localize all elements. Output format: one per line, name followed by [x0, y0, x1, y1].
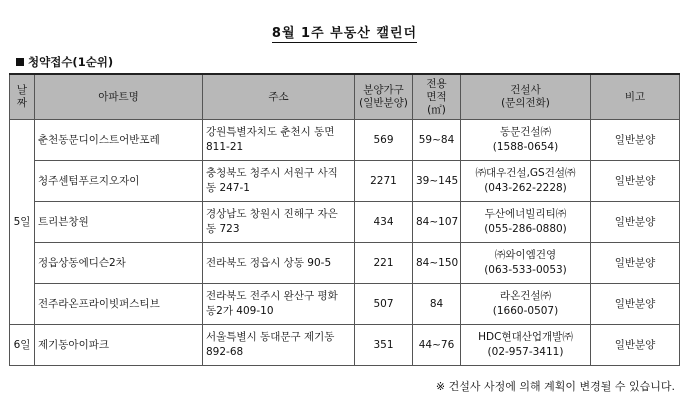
table-row	[10, 325, 680, 366]
builder: ㈜와이엠건영 (063-533-0053)	[461, 243, 591, 284]
note: 일반분양	[591, 325, 680, 366]
area: 84	[413, 284, 461, 325]
note: 일반분양	[591, 161, 680, 202]
address: 충청북도 청주시 서원구 사직 동 247-1	[203, 161, 355, 202]
area: 39~145	[413, 161, 461, 202]
header-area: 전용 면적 (㎡)	[413, 74, 461, 120]
address: 경상남도 창원시 진해구 자은 동 723	[203, 202, 355, 243]
address: 전라북도 정읍시 상동 90-5	[203, 243, 355, 284]
header-note: 비고	[591, 74, 680, 120]
calendar-table	[9, 73, 680, 366]
builder: 라온건설㈜ (1660-0507)	[461, 284, 591, 325]
address: 강원특별자치도 춘천시 동면 811-21	[203, 120, 355, 161]
table-row	[10, 202, 680, 243]
units: 2271	[355, 161, 413, 202]
section-heading	[16, 54, 113, 70]
date-cell: 5일	[10, 120, 35, 325]
units: 569	[355, 120, 413, 161]
apartment-name: 춘천동문디이스트어반포레	[35, 120, 203, 161]
area: 84~150	[413, 243, 461, 284]
square-bullet-icon	[16, 58, 24, 66]
footnote: ※ 건설사 사정에 의해 계획이 변경될 수 있습니다.	[435, 380, 675, 393]
table-row	[10, 120, 680, 161]
header-units: 분양가구 (일반분양)	[355, 74, 413, 120]
note: 일반분양	[591, 284, 680, 325]
address: 서울특별시 동대문구 제기동 892-68	[203, 325, 355, 366]
table-row	[10, 161, 680, 202]
apartment-name: 트리븐창원	[35, 202, 203, 243]
header-date: 날짜	[10, 74, 35, 120]
section-label: 청약접수(1순위)	[28, 55, 114, 69]
units: 507	[355, 284, 413, 325]
builder: HDC현대산업개발㈜ (02-957-3411)	[461, 325, 591, 366]
page-title: 8월 1주 부동산 캘린더	[271, 26, 418, 41]
builder: 두산에너빌리티㈜ (055-286-0880)	[461, 202, 591, 243]
note: 일반분양	[591, 243, 680, 284]
units: 221	[355, 243, 413, 284]
note: 일반분양	[591, 120, 680, 161]
header-builder: 건설사 (문의전화)	[461, 74, 591, 120]
builder: ㈜대우건설,GS건설㈜ (043-262-2228)	[461, 161, 591, 202]
apartment-name: 청주센텀푸르지오자이	[35, 161, 203, 202]
note: 일반분양	[591, 202, 680, 243]
date-cell: 6일	[10, 325, 35, 366]
table-row	[10, 243, 680, 284]
area: 44~76	[413, 325, 461, 366]
table-row	[10, 284, 680, 325]
units: 434	[355, 202, 413, 243]
apartment-name: 정읍상동에디슨2차	[35, 243, 203, 284]
builder: 동문건설㈜ (1588-0654)	[461, 120, 591, 161]
address: 전라북도 전주시 완산구 평화 동2가 409-10	[203, 284, 355, 325]
apartment-name: 전주라온프라이빗퍼스티브	[35, 284, 203, 325]
header-address: 주소	[203, 74, 355, 120]
header-apartment: 아파트명	[35, 74, 203, 120]
table-header-row	[10, 74, 680, 120]
units: 351	[355, 325, 413, 366]
area: 84~107	[413, 202, 461, 243]
apartment-name: 제기동아이파크	[35, 325, 203, 366]
area: 59~84	[413, 120, 461, 161]
